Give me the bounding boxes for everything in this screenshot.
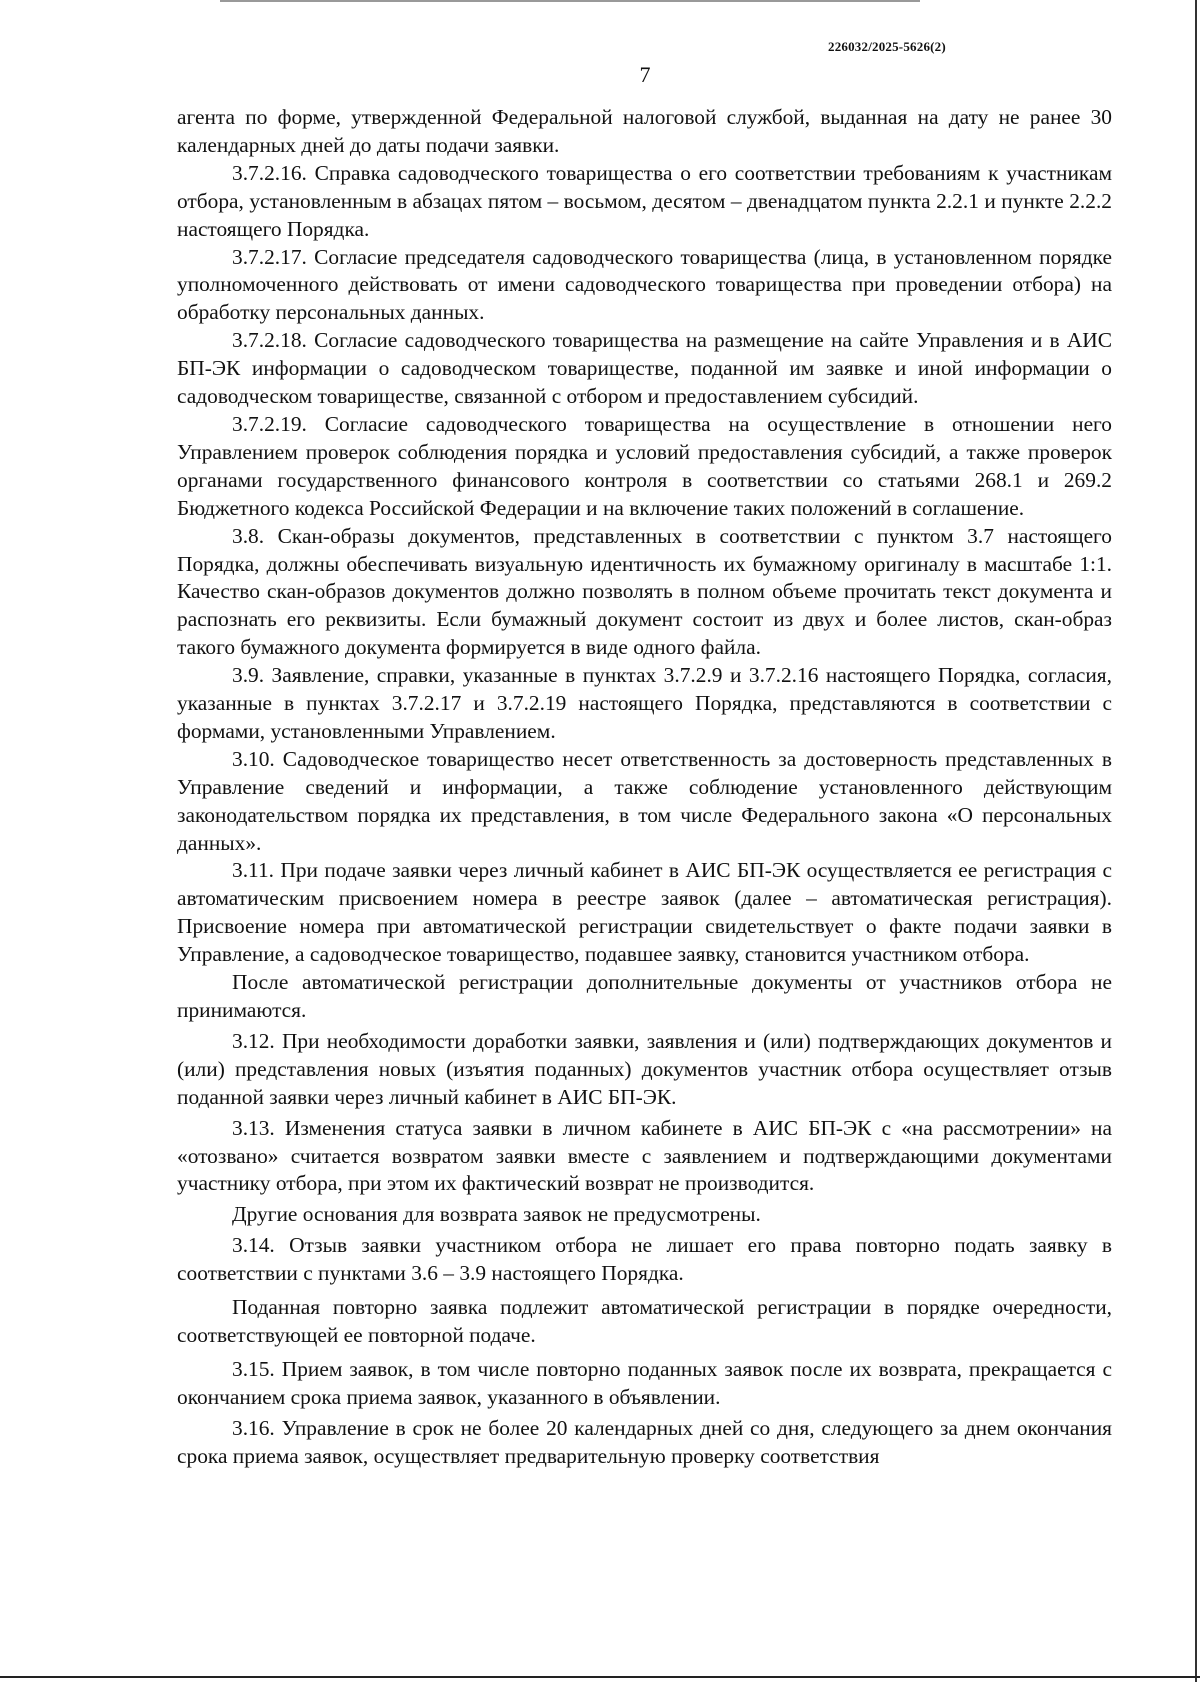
paragraph-3-15: 3.15. Прием заявок, в том числе повторно поданных заявок после их возврата, прекращается с окончанием срока приема заявок, указанного в объявлении. bbox=[177, 1356, 1112, 1409]
paragraph-3-7-2-16: 3.7.2.16. Справка садоводческого товарищества о его соответствии требованиям к участникам отбора, установленным в абзацах пятом – восьмом, десятом – двенадцатом пункта 2.2.1 и пункте 2.2.2 настоящего Порядка. bbox=[177, 160, 1112, 241]
document-body bbox=[177, 104, 1112, 1471]
paragraph-3-11: 3.11. При подаче заявки через личный кабинет в АИС БП-ЭК осуществляется ее регистрация с автоматическим присвоением номера в реестре заявок (далее – автоматическая регистрация). Присвоение номера при автоматической регистрации свидетельствует о факте подачи заявки в Управление, а садоводческое товарищество, подавшее заявку, становится участником отбора. bbox=[177, 858, 1112, 967]
document-number: 226032/2025-5626(2) bbox=[828, 39, 946, 54]
paragraph-3-16: 3.16. Управление в срок не более 20 календарных дней со дня, следующего за днем окончания срока приема заявок, осуществляет предварительную проверку соответствия bbox=[177, 1415, 1112, 1468]
scan-right-edge bbox=[1195, 0, 1197, 1682]
paragraph-continuation: агента по форме, утвержденной Федеральной налоговой службой, выданная на дату не ранее 30 календарных дней до даты подачи заявки. bbox=[177, 105, 1112, 157]
scan-bottom-edge bbox=[0, 1676, 1200, 1678]
paragraph-3-7-2-17: 3.7.2.17. Согласие председателя садоводческого товарищества (лица, в установленном порядке уполномоченного действовать от имени садоводческого товарищества при проведении отбора) на обработку персональных данных. bbox=[177, 244, 1112, 325]
paragraph-3-12: 3.12. При необходимости доработки заявки, заявления и (или) подтверждающих документов и (или) представления новых (изъятия поданных) документов участник отбора осуществляет отзыв поданной заявки через личный кабинет в АИС БП-ЭК. bbox=[177, 1028, 1112, 1109]
paragraph-3-13-continued: Другие основания для возврата заявок не предусмотрены. bbox=[232, 1202, 761, 1227]
paragraph-3-14: 3.14. Отзыв заявки участником отбора не лишает его права повторно подать заявку в соответствии с пунктами 3.6 – 3.9 настоящего Порядка. bbox=[177, 1233, 1112, 1286]
page-number: 7 bbox=[639, 62, 651, 87]
paragraph-3-11-continued: После автоматической регистрации дополнительные документы от участников отбора не принимаются. bbox=[177, 970, 1112, 1022]
paragraph-3-7-2-19: 3.7.2.19. Согласие садоводческого товарищества на осуществление в отношении него Управлением проверок соблюдения порядка и условий предоставления субсидий, а также проверок органами государственного финансового контроля в соответствии со статьями 268.1 и 269.2 Бюджетного кодекса Российской Федерации и на включение таких положений в соглашение. bbox=[177, 411, 1112, 520]
paragraph-3-13: 3.13. Изменения статуса заявки в личном кабинете в АИС БП-ЭК с «на рассмотрении» на «отозвано» считается возвратом заявки вместе с заявлением и подтверждающими документами участнику отбора, при этом их фактический возврат не производится. bbox=[177, 1115, 1112, 1196]
paragraph-3-8: 3.8. Скан-образы документов, представленных в соответствии с пунктом 3.7 настоящего Порядка, должны обеспечивать визуальную идентичность их бумажному оригиналу в масштабе 1:1. Качество скан-образов документов должно позволять в полном объеме прочитать текст документа и распознать его реквизиты. Если бумажный документ состоит из двух и более листов, скан-образ такого бумажного документа формируется в виде одного файла. bbox=[177, 523, 1112, 660]
paragraph-3-14-continued: Поданная повторно заявка подлежит автоматической регистрации в порядке очередности, соответствующей ее повторной подаче. bbox=[177, 1295, 1112, 1347]
paragraph-3-10: 3.10. Садоводческое товарищество несет ответственность за достоверность представленных в Управление сведений и информации, а также соблюдение установленного действующим законодательством порядка их представления, в том числе Федерального закона «О персональных данных». bbox=[177, 746, 1112, 855]
scan-top-edge bbox=[220, 0, 920, 2]
paragraph-3-7-2-18: 3.7.2.18. Согласие садоводческого товарищества на размещение на сайте Управления и в АИС БП-ЭК информации о садоводческом товариществе, поданной им заявке и иной информации о садоводческом товариществе, связанной с отбором и предоставлением субсидий. bbox=[177, 328, 1112, 409]
paragraph-3-9: 3.9. Заявление, справки, указанные в пунктах 3.7.2.9 и 3.7.2.16 настоящего Порядка, согласия, указанные в пунктах 3.7.2.17 и 3.7.2.19 настоящего Порядка, представляются в соответствии с формами, установленными Управлением. bbox=[177, 663, 1112, 743]
